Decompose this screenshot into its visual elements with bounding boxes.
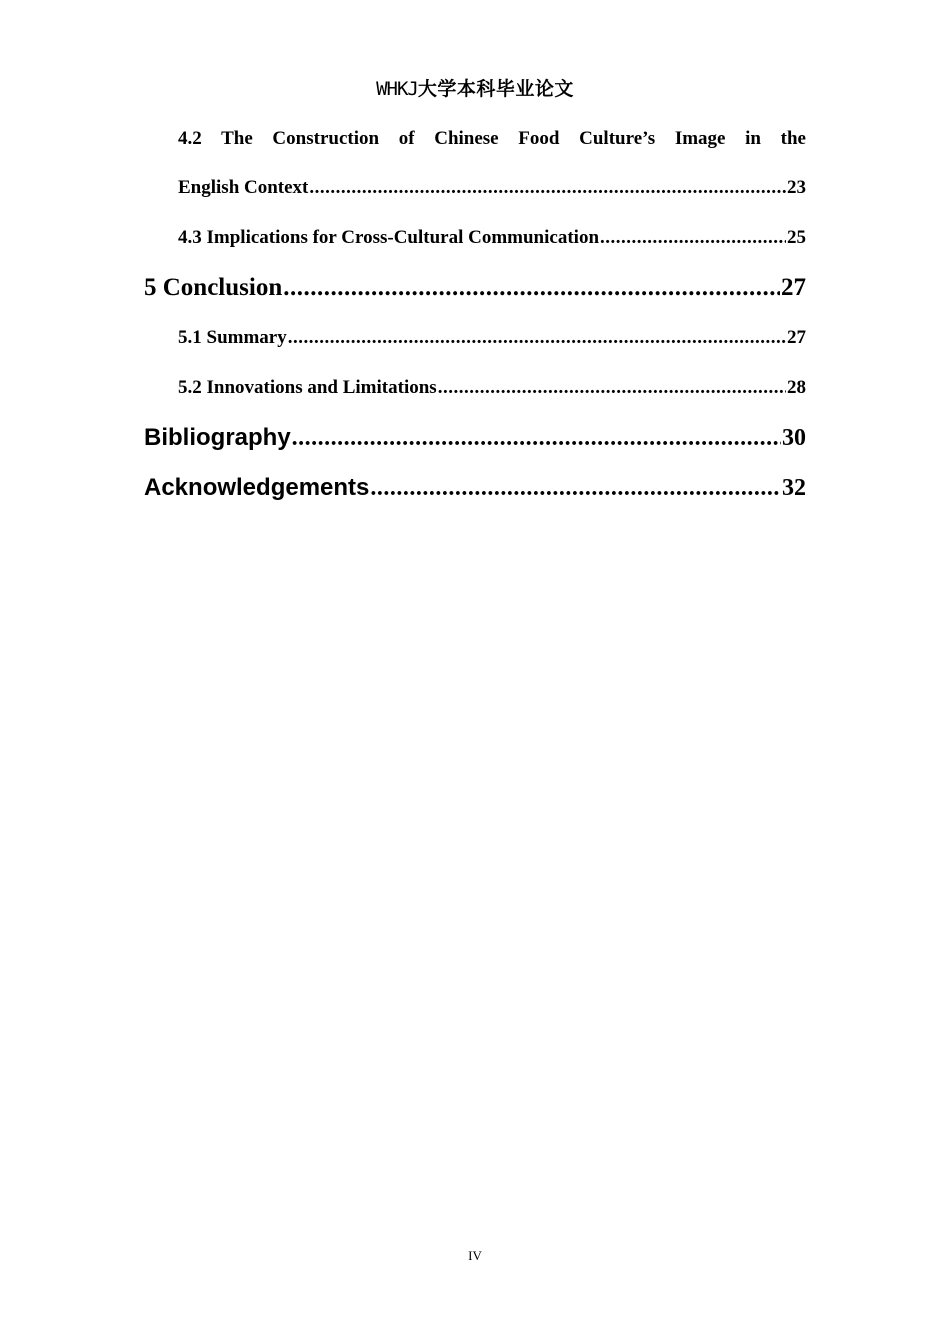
toc-entry-5[interactable] xyxy=(144,274,806,302)
toc-entry-acknowledgements[interactable] xyxy=(144,474,806,502)
header-title: 大学本科毕业论文 xyxy=(417,78,574,100)
header-school-code: WHKJ xyxy=(376,78,418,100)
toc-entry-4-2[interactable] xyxy=(178,177,806,199)
toc-entry-label: Acknowledgements xyxy=(144,474,370,501)
toc-entry-5-1[interactable] xyxy=(178,327,806,349)
toc-dot-leader xyxy=(370,474,781,502)
toc-dot-leader xyxy=(292,424,781,452)
toc-dot-leader xyxy=(600,227,786,249)
toc-page-number: 25 xyxy=(787,227,806,248)
toc-entry-5-2[interactable] xyxy=(178,377,806,399)
toc-page-number: 32 xyxy=(782,475,806,501)
page-header xyxy=(0,74,950,101)
toc-dot-leader xyxy=(283,274,780,302)
toc-entry-label: 5.2 Innovations and Limitations xyxy=(178,377,437,398)
toc-entry-label: 4.3 Implications for Cross-Cultural Communication xyxy=(178,227,600,248)
toc-entry-label: English Context xyxy=(178,177,309,198)
toc-page-number: 30 xyxy=(782,425,806,451)
toc-entry-label: 5 Conclusion xyxy=(144,274,283,301)
toc-entry-label: 5.1 Summary xyxy=(178,327,287,348)
page-footer-number: IV xyxy=(468,1248,482,1263)
toc-entry-4-2-line1[interactable]: 4.2 The Construction of Chinese Food Culture’s Image in the xyxy=(178,128,806,149)
toc-dot-leader xyxy=(309,177,786,199)
toc-page-number: 27 xyxy=(787,327,806,348)
toc-entry-4-3[interactable] xyxy=(178,227,806,249)
toc-entry-label: Bibliography xyxy=(144,424,291,451)
toc-entry-bibliography[interactable] xyxy=(144,424,806,452)
toc-page-number: 23 xyxy=(787,177,806,198)
toc-dot-leader xyxy=(288,327,786,349)
toc-page-number: 28 xyxy=(787,377,806,398)
toc-page-number: 27 xyxy=(781,274,806,301)
toc-dot-leader xyxy=(438,377,786,399)
